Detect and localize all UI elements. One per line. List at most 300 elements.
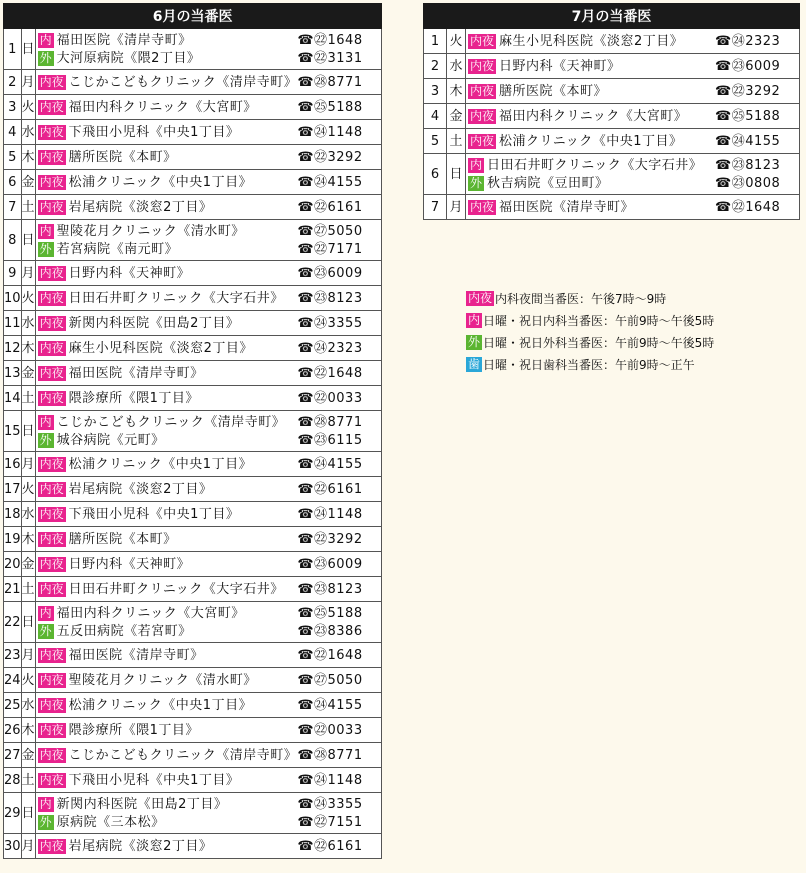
duty-entry	[38, 622, 382, 640]
duty-entry	[38, 454, 382, 474]
phone-number: ☎㉕5188	[715, 108, 781, 124]
schedule-row	[4, 668, 382, 693]
hospital-name: 麻生小児科医院《淡窓2丁目》	[68, 340, 253, 356]
day-number: 21	[4, 577, 22, 602]
duty-entry	[38, 222, 382, 240]
naiya-badge: 内夜	[39, 340, 64, 355]
phone-number: ☎㉒3292	[297, 149, 363, 165]
duty-entry	[38, 363, 382, 383]
phone-number: ☎㉒3292	[715, 83, 781, 99]
duty-entry	[38, 240, 382, 258]
schedule-row	[424, 54, 800, 79]
legend-text: 日曜・祝日外科当番医：午前9時〜午後5時	[483, 335, 715, 350]
weekday: 火	[21, 668, 35, 693]
schedule-row	[4, 311, 382, 336]
phone-number: ☎㉓8123	[297, 581, 363, 597]
schedule-row	[4, 793, 382, 834]
entries-cell	[466, 29, 800, 54]
weekday: 水	[21, 120, 35, 145]
day-number: 1	[4, 29, 22, 70]
phone-number: ☎㉒1648	[297, 32, 363, 48]
hospital-name: こじかこどもクリニック《清岸寺町》	[56, 414, 286, 430]
day-number: 2	[424, 54, 447, 79]
june-table	[3, 3, 382, 859]
day-number: 14	[4, 386, 22, 411]
naiya-badge: 内夜	[39, 265, 64, 280]
hospital-name: 膳所医院《本町》	[68, 149, 177, 165]
hospital-name: 岩尾病院《淡窓2丁目》	[68, 481, 213, 497]
weekday: 日	[21, 220, 35, 261]
phone-number: ☎㉓6009	[297, 265, 363, 281]
hospital-name: こじかこどもクリニック《清岸寺町》	[68, 747, 298, 763]
hospital-name: 城谷病院《元町》	[56, 432, 165, 448]
phone-number: ☎㉒6161	[297, 838, 363, 854]
naiya-badge: 内夜	[39, 390, 64, 405]
entries-cell	[466, 154, 800, 195]
schedule-row	[4, 361, 382, 386]
entries-cell	[35, 261, 382, 286]
schedule-row	[4, 718, 382, 743]
weekday: 土	[447, 129, 466, 154]
ge-badge: 外	[468, 334, 481, 349]
phone-number: ☎㉒7171	[297, 241, 363, 257]
phone-number: ☎㉒1648	[297, 365, 363, 381]
hospital-name: 麻生小児科医院《淡窓2丁目》	[499, 33, 684, 49]
entries-cell	[35, 743, 382, 768]
hospital-name: 大河原病院《隈2丁目》	[56, 50, 201, 66]
day-number: 4	[4, 120, 22, 145]
naiya-badge: 内夜	[39, 124, 64, 139]
naiya-badge: 内夜	[39, 290, 64, 305]
duty-entry	[38, 431, 382, 449]
schedule-row	[4, 386, 382, 411]
day-number: 4	[424, 104, 447, 129]
schedule-row	[4, 70, 382, 95]
entries-cell	[35, 668, 382, 693]
naiya-badge: 内夜	[39, 747, 64, 762]
nai-badge: 内	[39, 223, 52, 238]
day-number: 10	[4, 286, 22, 311]
phone-number: ☎㉓6009	[297, 556, 363, 572]
day-number: 6	[4, 170, 22, 195]
entries-cell	[466, 195, 800, 220]
weekday: 土	[21, 577, 35, 602]
naiya-badge: 内夜	[39, 647, 64, 662]
day-number: 3	[4, 95, 22, 120]
duty-entry	[38, 836, 382, 856]
naiya-badge: 内夜	[39, 531, 64, 546]
schedule-row	[4, 120, 382, 145]
phone-number: ☎㉔2323	[297, 340, 363, 356]
legend	[466, 287, 714, 375]
naiya-badge: 内夜	[470, 83, 495, 98]
weekday: 水	[21, 693, 35, 718]
entries-cell	[466, 54, 800, 79]
phone-number: ☎㉗5050	[297, 672, 363, 688]
phone-number: ☎㉒6161	[297, 481, 363, 497]
schedule-row	[4, 452, 382, 477]
hospital-name: 岩尾病院《淡窓2丁目》	[68, 838, 213, 854]
entries-cell	[35, 170, 382, 195]
phone-number: ☎㉓8123	[297, 290, 363, 306]
day-number: 29	[4, 793, 22, 834]
weekday: 木	[21, 145, 35, 170]
legend-text: 日曜・祝日内科当番医：午前9時〜午後5時	[483, 313, 715, 328]
entries-cell	[35, 527, 382, 552]
duty-entry	[468, 174, 799, 192]
phone-number: ☎㉓8386	[297, 623, 363, 639]
weekday: 月	[21, 261, 35, 286]
duty-entry	[38, 122, 382, 142]
weekday: 木	[21, 718, 35, 743]
hospital-name: 松浦クリニック《中央1丁目》	[68, 456, 253, 472]
hospital-name: 隈診療所《隈1丁目》	[68, 722, 199, 738]
schedule-row	[4, 502, 382, 527]
nai-badge: 内	[39, 796, 52, 811]
entries-cell	[35, 452, 382, 477]
schedule-row	[4, 477, 382, 502]
phone-number: ☎㉔3355	[297, 315, 363, 331]
entries-cell	[35, 502, 382, 527]
duty-entry	[468, 31, 799, 51]
entries-cell	[35, 286, 382, 311]
day-number: 8	[4, 220, 22, 261]
entries-cell	[466, 79, 800, 104]
schedule-row	[424, 79, 800, 104]
naiya-badge: 内夜	[39, 199, 64, 214]
day-number: 26	[4, 718, 22, 743]
schedule-row	[4, 693, 382, 718]
ge-badge: 外	[39, 623, 52, 638]
phone-number: ☎㉔4155	[297, 174, 363, 190]
entries-cell	[35, 768, 382, 793]
day-number: 15	[4, 411, 22, 452]
phone-number: ☎㉘8771	[297, 74, 363, 90]
schedule-row	[424, 154, 800, 195]
naiya-badge: 内夜	[470, 199, 495, 214]
hospital-name: 福田内科クリニック《大宮町》	[68, 99, 257, 115]
nai-badge: 内	[39, 414, 52, 429]
hospital-name: 下飛田小児科《中央1丁目》	[68, 506, 240, 522]
duty-entry	[38, 288, 382, 308]
hospital-name: 日野内科《天神町》	[68, 556, 191, 572]
hospital-name: 膳所医院《本町》	[68, 531, 177, 547]
nai-badge: 内	[470, 157, 483, 172]
legend-item	[466, 331, 714, 353]
entries-cell	[35, 693, 382, 718]
duty-entry	[38, 338, 382, 358]
day-number: 30	[4, 834, 22, 859]
schedule-row	[4, 834, 382, 859]
schedule-row	[4, 95, 382, 120]
hospital-name: 日田石井町クリニック《大字石井》	[487, 157, 703, 173]
phone-number: ☎㉒3131	[297, 50, 363, 66]
weekday: 木	[447, 79, 466, 104]
entries-cell	[35, 718, 382, 743]
weekday: 火	[21, 477, 35, 502]
hospital-name: 若宮病院《南元町》	[56, 241, 179, 257]
weekday: 木	[21, 527, 35, 552]
weekday: 日	[21, 411, 35, 452]
naiya-badge: 内夜	[39, 581, 64, 596]
naiya-badge: 内夜	[470, 33, 495, 48]
schedule-row	[424, 195, 800, 220]
entries-cell	[35, 120, 382, 145]
shi-badge: 歯	[468, 356, 481, 371]
phone-number: ☎㉒1648	[715, 199, 781, 215]
weekday: 土	[21, 195, 35, 220]
day-number: 12	[4, 336, 22, 361]
day-number: 2	[4, 70, 22, 95]
duty-entry	[38, 745, 382, 765]
duty-entry	[38, 695, 382, 715]
phone-number: ☎㉔1148	[297, 124, 363, 140]
naiya-badge: 内夜	[39, 506, 64, 521]
hospital-name: 松浦クリニック《中央1丁目》	[68, 697, 253, 713]
entries-cell	[466, 129, 800, 154]
day-number: 5	[4, 145, 22, 170]
june-title: 6月の当番医	[4, 4, 382, 29]
entries-cell	[35, 70, 382, 95]
hospital-name: 聖陵花月クリニック《清水町》	[56, 223, 245, 239]
entries-cell	[35, 793, 382, 834]
phone-number: ☎㉗5050	[297, 223, 363, 239]
naiya-badge: 内夜	[39, 74, 64, 89]
day-number: 11	[4, 311, 22, 336]
phone-number: ☎㉒6161	[297, 199, 363, 215]
naiya-badge: 内夜	[39, 149, 64, 164]
naiya-badge: 内夜	[39, 99, 64, 114]
hospital-name: 福田医院《清岸寺町》	[68, 647, 204, 663]
weekday: 金	[21, 552, 35, 577]
duty-entry	[38, 31, 382, 49]
hospital-name: 福田医院《清岸寺町》	[68, 365, 204, 381]
naiya-badge: 内夜	[39, 174, 64, 189]
phone-number: ☎㉔4155	[297, 456, 363, 472]
day-number: 28	[4, 768, 22, 793]
entries-cell	[35, 834, 382, 859]
entries-cell	[35, 336, 382, 361]
entries-cell	[35, 577, 382, 602]
duty-entry	[38, 554, 382, 574]
hospital-name: 日野内科《天神町》	[499, 58, 621, 74]
ge-badge: 外	[470, 175, 483, 190]
day-number: 17	[4, 477, 22, 502]
naiya-badge: 内夜	[39, 556, 64, 571]
naiya-badge: 内夜	[39, 365, 64, 380]
schedule-row	[4, 286, 382, 311]
entries-cell	[35, 477, 382, 502]
naiya-badge: 内夜	[39, 456, 64, 471]
day-number: 16	[4, 452, 22, 477]
weekday: 水	[21, 502, 35, 527]
duty-entry	[38, 529, 382, 549]
ge-badge: 外	[39, 241, 52, 256]
hospital-name: 聖陵花月クリニック《清水町》	[68, 672, 257, 688]
naiya-badge: 内夜	[39, 481, 64, 496]
phone-number: ☎㉓6009	[715, 58, 781, 74]
hospital-name: こじかこどもクリニック《清岸寺町》	[68, 74, 298, 90]
day-number: 22	[4, 602, 22, 643]
duty-entry	[38, 579, 382, 599]
ge-badge: 外	[39, 50, 52, 65]
phone-number: ☎㉒1648	[297, 647, 363, 663]
weekday: 月	[21, 452, 35, 477]
phone-number: ☎㉕5188	[297, 99, 363, 115]
weekday: 水	[21, 311, 35, 336]
weekday: 日	[21, 602, 35, 643]
legend-text: 日曜・祝日歯科当番医：午前9時〜正午	[483, 357, 695, 372]
duty-entry	[38, 147, 382, 167]
duty-entry	[38, 413, 382, 431]
nai-badge: 内	[468, 312, 481, 327]
july-title: 7月の当番医	[424, 4, 800, 29]
weekday: 木	[21, 336, 35, 361]
day-number: 19	[4, 527, 22, 552]
day-number: 24	[4, 668, 22, 693]
naiya-badge: 内夜	[39, 838, 64, 853]
entries-cell	[35, 602, 382, 643]
duty-entry	[38, 197, 382, 217]
duty-entry	[468, 131, 799, 151]
weekday: 火	[21, 286, 35, 311]
duty-entry	[38, 479, 382, 499]
day-number: 7	[424, 195, 447, 220]
weekday: 月	[447, 195, 466, 220]
weekday: 土	[21, 768, 35, 793]
duty-entry	[38, 49, 382, 67]
weekday: 月	[21, 834, 35, 859]
phone-number: ☎㉔3355	[297, 796, 363, 812]
duty-entry	[38, 313, 382, 333]
day-number: 5	[424, 129, 447, 154]
hospital-name: 松浦クリニック《中央1丁目》	[499, 133, 683, 149]
phone-number: ☎㉔4155	[297, 697, 363, 713]
naiya-badge: 内夜	[39, 772, 64, 787]
hospital-name: 新関内科医院《田島2丁目》	[68, 315, 240, 331]
schedule-row	[4, 602, 382, 643]
weekday: 月	[21, 643, 35, 668]
phone-number: ☎㉒0033	[297, 722, 363, 738]
day-number: 25	[4, 693, 22, 718]
naiya-badge: 内夜	[468, 290, 493, 305]
nai-badge: 内	[39, 605, 52, 620]
weekday: 金	[21, 743, 35, 768]
hospital-name: 松浦クリニック《中央1丁目》	[68, 174, 253, 190]
duty-entry	[38, 770, 382, 790]
phone-number: ☎㉓8123	[715, 157, 781, 173]
duty-entry	[38, 670, 382, 690]
hospital-name: 下飛田小児科《中央1丁目》	[68, 772, 240, 788]
legend-text: 内科夜間当番医：午後7時〜9時	[495, 291, 667, 306]
hospital-name: 福田医院《清岸寺町》	[56, 32, 192, 48]
schedule-row	[4, 552, 382, 577]
entries-cell	[35, 311, 382, 336]
ge-badge: 外	[39, 432, 52, 447]
weekday: 日	[21, 29, 35, 70]
phone-number: ☎㉓6115	[297, 432, 363, 448]
weekday: 火	[447, 29, 466, 54]
entries-cell	[466, 104, 800, 129]
duty-entry	[38, 504, 382, 524]
duty-entry	[38, 172, 382, 192]
schedule-row	[4, 29, 382, 70]
phone-number: ☎㉕5188	[297, 605, 363, 621]
day-number: 23	[4, 643, 22, 668]
phone-number: ☎㉘8771	[297, 414, 363, 430]
hospital-name: 膳所医院《本町》	[499, 83, 608, 99]
schedule-row	[4, 336, 382, 361]
duty-entry	[38, 645, 382, 665]
phone-number: ☎㉔1148	[297, 506, 363, 522]
duty-entry	[468, 56, 799, 76]
entries-cell	[35, 95, 382, 120]
schedule-row	[424, 104, 800, 129]
hospital-name: 日田石井町クリニック《大字石井》	[68, 581, 284, 597]
entries-cell	[35, 386, 382, 411]
naiya-badge: 内夜	[39, 722, 64, 737]
day-number: 6	[424, 154, 447, 195]
legend-item	[466, 309, 714, 331]
phone-number: ☎㉒7151	[297, 814, 363, 830]
duty-entry	[38, 720, 382, 740]
duty-entry	[468, 156, 799, 174]
entries-cell	[35, 552, 382, 577]
entries-cell	[35, 29, 382, 70]
duty-entry	[38, 97, 382, 117]
naiya-badge: 内夜	[39, 672, 64, 687]
schedule-row	[4, 220, 382, 261]
hospital-name: 福田医院《清岸寺町》	[499, 199, 635, 215]
hospital-name: 岩尾病院《淡窓2丁目》	[68, 199, 213, 215]
weekday: 火	[21, 95, 35, 120]
phone-number: ☎㉓0808	[715, 175, 781, 191]
day-number: 27	[4, 743, 22, 768]
hospital-name: 新関内科医院《田島2丁目》	[56, 796, 228, 812]
schedule-row	[4, 195, 382, 220]
weekday: 金	[447, 104, 466, 129]
legend-item	[466, 353, 714, 375]
duty-entry	[38, 388, 382, 408]
schedule-row	[4, 643, 382, 668]
hospital-name: 日野内科《天神町》	[68, 265, 191, 281]
weekday: 水	[447, 54, 466, 79]
naiya-badge: 内夜	[470, 133, 495, 148]
naiya-badge: 内夜	[39, 315, 64, 330]
entries-cell	[35, 145, 382, 170]
entries-cell	[35, 411, 382, 452]
schedule-row	[4, 577, 382, 602]
duty-entry	[468, 197, 799, 217]
schedule-row	[4, 170, 382, 195]
weekday: 日	[447, 154, 466, 195]
schedule-row	[4, 768, 382, 793]
ge-badge: 外	[39, 814, 52, 829]
entries-cell	[35, 220, 382, 261]
phone-number: ☎㉔2323	[715, 33, 781, 49]
hospital-name: 原病院《三本松》	[56, 814, 165, 830]
weekday: 月	[21, 70, 35, 95]
hospital-name: 日田石井町クリニック《大字石井》	[68, 290, 284, 306]
phone-number: ☎㉒3292	[297, 531, 363, 547]
day-number: 18	[4, 502, 22, 527]
weekday: 金	[21, 170, 35, 195]
duty-entry	[38, 813, 382, 831]
nai-badge: 内	[39, 32, 52, 47]
day-number: 9	[4, 261, 22, 286]
duty-entry	[468, 106, 799, 126]
duty-entry	[38, 795, 382, 813]
